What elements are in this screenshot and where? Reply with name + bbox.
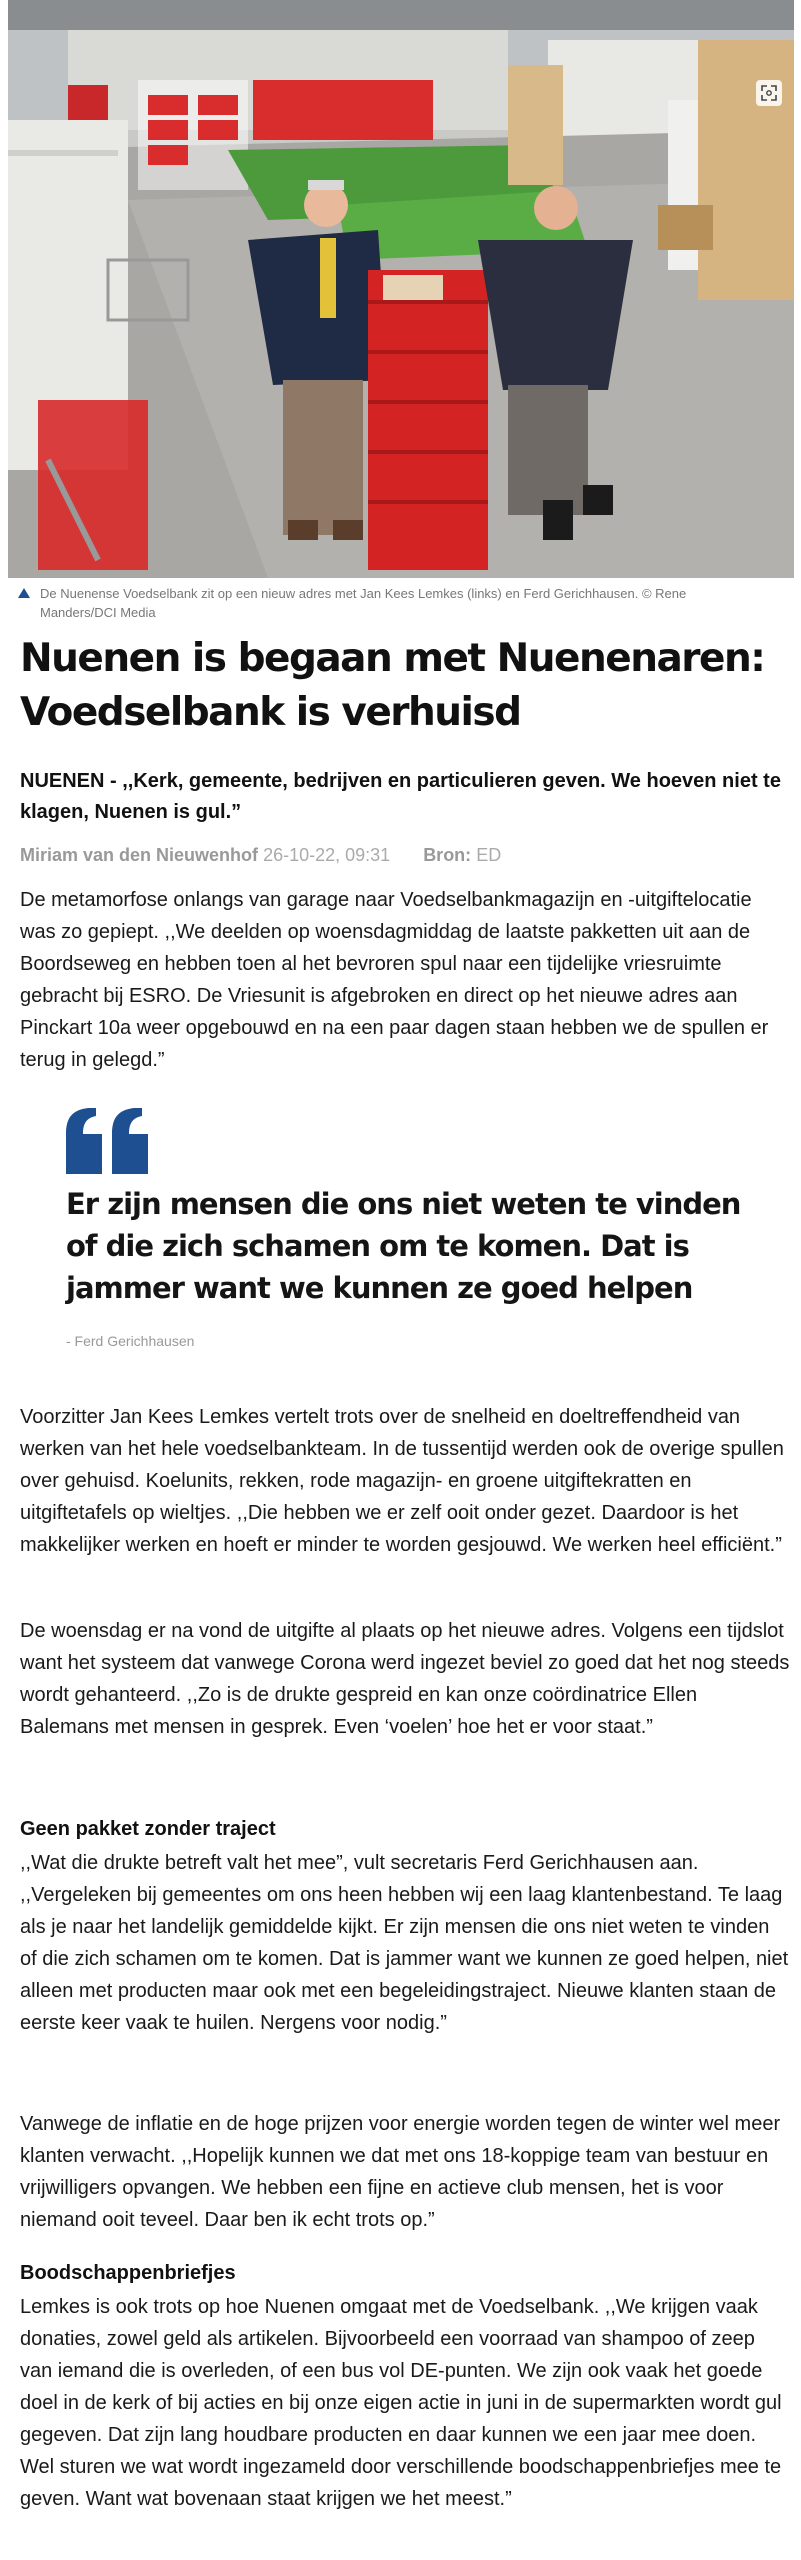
warehouse-photo: [8, 0, 794, 578]
paragraph-4: ,,Wat die drukte betreft valt het mee”, vult secretaris Ferd Gerichhausen aan. ,,Vergeleken bij gemeentes om ons heen hebben wij een laag klantenbestand. Te laag als je naar het landelijk gemiddelde kijkt. Er zijn mensen die ons niet weten te vinden of die zich schamen om te komen. Dat is jammer want we kunnen ze goed helpen, niet alleen met producten maar ook met een begeleidingstraject. Nieuwe klanten staan de eerste keer vaak te huilen. Nergens voor nodig.”: [20, 1852, 789, 2034]
author-name[interactable]: Miriam van den Nieuwenhof: [20, 845, 259, 865]
quote-author: - Ferd Gerichhausen: [66, 1333, 195, 1349]
subheading-2: Boodschappenbriefjes: [20, 2262, 236, 2284]
paragraph-5: Vanwege de inflatie en de hoge prijzen voor energie worden tegen de winter wel meer klanten verwacht. ,,Hopelijk kunnen we dat met ons 18-koppige team van bestuur en vrijwilligers opvangen. We hebben een fijne en actieve club mensen, het is voor niemand ooit teveel. Daar ben ik echt trots op.”: [20, 2113, 781, 2231]
paragraph-2: Voorzitter Jan Kees Lemkes vertelt trots over de snelheid en doeltreffendheid van werken van het hele voedselbankteam. In de tussentijd werden ook de overige spullen over gehuisd. Koelunits, rekken, rode magazijn- en groene uitgiftekratten en uitgiftetafels op wieltjes. ,,Die hebben we er zelf ooit onder gezet. Daardoor is het makkelijker werken en hoeft er minder te worden gesjouwd. We werken heel efficiënt.”: [20, 1406, 784, 1556]
quote-icon: [66, 1108, 150, 1179]
expand-icon[interactable]: [756, 80, 782, 106]
byline: [20, 845, 790, 866]
caption-triangle-icon: [18, 588, 30, 598]
paragraph-3: De woensdag er na vond de uitgifte al plaats op het nieuwe adres. Volgens een tijdslot want het systeem dat vanwege Corona werd ingezet beviel zo goed dat het nog steeds wordt gehanteerd. ,,Zo is de drukte gespreid en kan onze coördinatrice Ellen Balemans met mensen in gesprek. Even ‘voelen’ hoe het er voor staat.”: [20, 1620, 790, 1738]
photo-caption: De Nuenense Voedselbank zit op een nieuw adres met Jan Kees Lemkes (links) en Ferd Gerichhausen. © Rene Manders/DCI Media: [40, 584, 740, 622]
source-name: ED: [476, 845, 502, 865]
pull-quote: Er zijn mensen die ons niet weten te vinden of die zich schamen om te komen. Dat is jammer want we kunnen ze goed helpen: [66, 1187, 741, 1305]
publish-date: 26-10-22, 09:31: [263, 845, 391, 865]
article-photo[interactable]: [8, 0, 794, 578]
subheading-1: Geen pakket zonder traject: [20, 1818, 276, 1840]
source-label: Bron:: [423, 845, 472, 865]
paragraph-1: De metamorfose onlangs van garage naar Voedselbankmagazijn en -uitgiftelocatie was zo gepiept. ,,We deelden op woensdagmiddag de laatste pakketten uit aan de Boordseweg en hebben toen al het bevroren spul naar een tijdelijke vriesruimte gebracht bij ESRO. De Vriesunit is afgebroken en direct op het nieuwe adres aan Pinckart 10a weer opgebouwd en na een paar dagen staan hebben we de spullen er terug in gelegd.”: [20, 889, 769, 1071]
article-headline: Nuenen is begaan met Nuenenaren: Voedselbank is verhuisd: [20, 636, 765, 735]
article-lead: NUENEN - ,,Kerk, gemeente, bedrijven en particulieren geven. We hoeven niet te klagen, Nuenen is gul.”: [20, 770, 781, 823]
paragraph-6: Lemkes is ook trots op hoe Nuenen omgaat met de Voedselbank. ,,We krijgen vaak donaties, zowel geld als artikelen. Bijvoorbeeld een voorraad van shampoo of zeep van iemand die is overleden, of een bus vol DE-punten. We zijn ook vaak het goede doel in de kerk of bij acties en bij onze eigen actie in juni in de supermarkten wordt gul gegeven. Dat zijn lang houdbare producten en daar kunnen we een jaar mee doen. Wel sturen we wat wordt ingezameld door verschillende boodschappenbriefjes mee te geven. Want wat bovenaan staat krijgen we het meest.”: [20, 2296, 782, 2510]
